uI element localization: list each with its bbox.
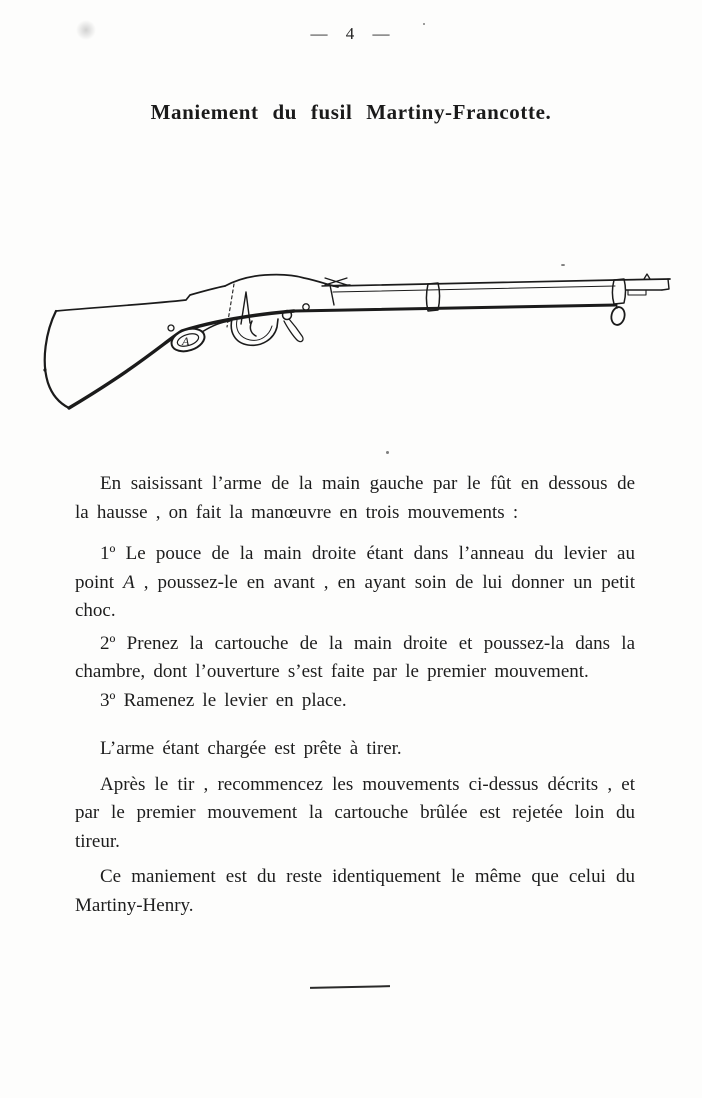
ready-to-fire-text: L’arme étant chargée est prête à tirer. xyxy=(100,738,402,759)
body-text xyxy=(75,470,635,920)
after-firing-paragraph xyxy=(75,771,635,857)
comparison-paragraph xyxy=(75,863,635,920)
step-2-paragraph xyxy=(75,630,635,687)
step-3-number: 3º xyxy=(100,689,116,711)
rifle-trigger-guard xyxy=(231,319,278,345)
intro-paragraph xyxy=(75,470,635,527)
comparison-text: Ce maniement est du reste identiquement le même que celui du Martiny-Henry. xyxy=(75,866,635,916)
rifle-line-drawing xyxy=(38,235,678,425)
section-divider xyxy=(310,985,390,989)
scan-speckle xyxy=(386,451,389,454)
step-3-text: Ramenez le levier en place. xyxy=(115,689,347,711)
rifle-action xyxy=(225,275,338,342)
step-1-text-pre: Le pouce de la main droite étant dans l’anneau du levier au point xyxy=(75,543,635,593)
rifle-stock xyxy=(43,286,294,408)
step-2-text: Prenez la cartouche de la main droite et poussez-la dans la chambre, dont l’ouverture s’est faite par le premier mouvement. xyxy=(75,632,635,682)
step-2-number: 2º xyxy=(100,632,116,654)
figure-label-a: A xyxy=(182,334,190,348)
ready-to-fire-paragraph xyxy=(75,735,635,764)
after-firing-text: Après le tir , recommencez les mouvements ci-dessus décrits , et par le premier mouvement la cartouche brûlée est rejetée loin du tireur. xyxy=(75,773,635,852)
page-number: — 4 — xyxy=(310,24,392,43)
step-3-paragraph xyxy=(75,687,635,716)
rifle-illustration xyxy=(38,235,678,425)
lever-point-reference: A xyxy=(123,571,135,593)
page-title: Maniement du fusil Martiny-Francotte. xyxy=(150,100,552,124)
intro-text: En saisissant l’arme de la main gauche par le fût en dessous de la hausse , on fait la manœuvre en trois mouvements : xyxy=(75,473,635,523)
step-1-text-post: , poussez-le en avant , en ayant soin de lui donner un petit choc. xyxy=(75,571,635,621)
step-1-number: 1º xyxy=(100,543,116,564)
step-1-paragraph xyxy=(75,540,635,626)
